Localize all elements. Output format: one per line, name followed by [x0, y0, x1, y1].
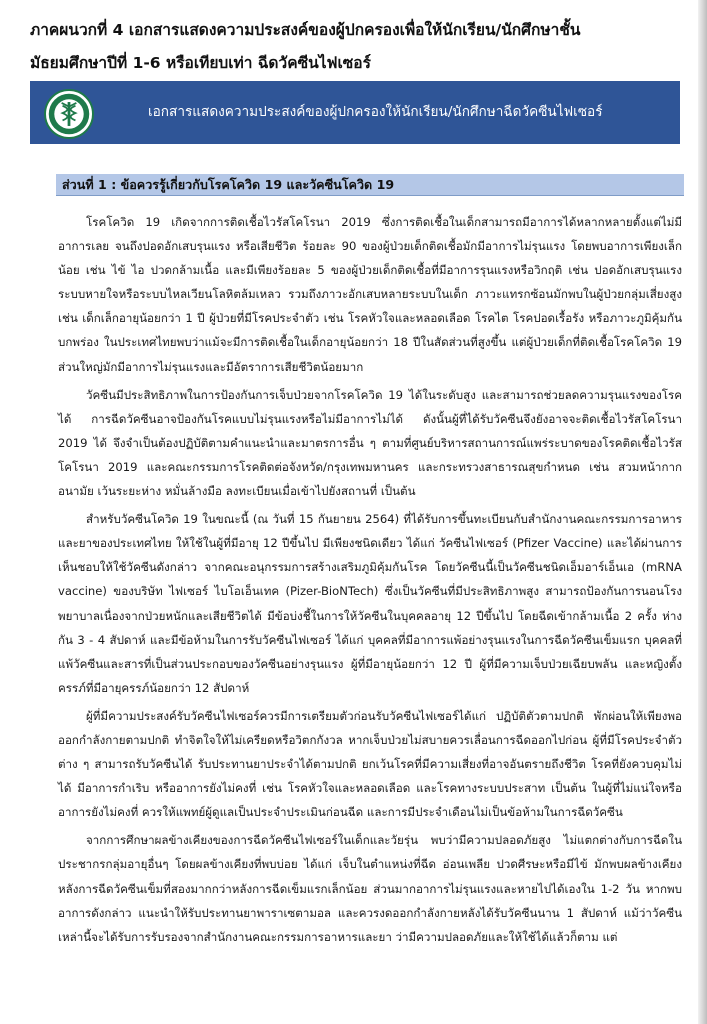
appendix-heading	[30, 14, 690, 80]
banner-title: เอกสารแสดงความประสงค์ของผู้ปกครองให้นักเรียน/นักศึกษาฉีดวัคซีนไฟเซอร์	[148, 104, 603, 120]
page-edge	[698, 0, 707, 1024]
ministry-of-public-health-seal-icon	[44, 89, 94, 139]
paragraph-vaccine-effectiveness: วัคซีนมีประสิทธิภาพในการป้องกันการเจ็บป่วยจากโรคโควิด 19 ได้ในระดับสูง และสามารถช่วยลดความรุนแรงของโรคได้ การฉีดวัคซีนอาจป้องกันโรคแบบไม่รุนแรงหรือไม่มีอาการไม่ได้ ดังนั้นผู้ที่ได้รับวัคซีนจึงยังอาจจะติดเชื้อไวรัสโคโรนา 2019 ได้ จึงจำเป็นต้องปฏิบัติตามคำแนะนำและมาตรการอื่น ๆ ตามที่ศูนย์บริหารสถานการณ์แพร่ระบาดของโรคติดเชื้อไวรัสโคโรนา 2019 และคณะกรรมการโรคติดต่อจังหวัด/กรุงเทพมหานคร และกระทรวงสาธารณสุขกำหนด เช่น สวมหน้ากากอนามัย เว้นระยะห่าง หมั่นล้างมือ ลงทะเบียนเมื่อเข้าไปยังสถานที่ เป็นต้น	[58, 387, 682, 499]
section-title: ส่วนที่ 1 : ข้อควรรู้เกี่ยวกับโรคโควิด 19 และวัคซีนโควิด 19	[62, 177, 395, 192]
section-header	[56, 174, 684, 196]
paragraph-covid-overview: โรคโควิด 19 เกิดจากการติดเชื้อไวรัสโคโรนา 2019 ซึ่งการติดเชื้อในเด็กสามารถมีอาการได้หลากหลายตั้งแต่ไม่มีอาการเลย จนถึงปอดอักเสบรุนแรง หรือเสียชีวิต ร้อยละ 90 ของผู้ป่วยเด็กติดเชื้อมักมีอาการไม่รุนแรง โดยพบอาการเพียงเล็กน้อย เช่น ไข้ ไอ ปวดกล้ามเนื้อ และมีเพียงร้อยละ 5 ของผู้ป่วยเด็กติดเชื้อที่มีอาการรุนแรงหรือวิกฤติ เช่น ปอดอักเสบรุนแรง ระบบหายใจหรือระบบไหลเวียนโลหิตล้มเหลว รวมถึงภาวะอักเสบหลายระบบในเด็ก ภาวะแทรกซ้อนมักพบในผู้ป่วยกลุ่มเสี่ยงสูง เช่น เด็กเล็กอายุน้อยกว่า 1 ปี ผู้ป่วยที่มีโรคประจำตัว เช่น โรคหัวใจและหลอดเลือด โรคไต โรคปอดเรื้อรัง หรือภาวะภูมิคุ้มกันบกพร่อง ในประเทศไทยพบว่าแม้จะมีการติดเชื้อในเด็กอายุน้อยกว่า 18 ปีในสัดส่วนที่สูงขึ้น แต่ผู้ป่วยเด็กที่ติดเชื้อโรคโควิด 19 ส่วนใหญ่มักมีอาการไม่รุนแรงและมีอัตราการเสียชีวิตน้อยมาก	[58, 215, 682, 374]
paragraph-side-effects: จากการศึกษาผลข้างเคียงของการฉีดวัคซีนไฟเซอร์ในเด็กและวัยรุ่น พบว่ามีความปลอดภัยสูง ไม่แตกต่างกับการฉีดในประชากรกลุ่มอายุอื่นๆ โดยผลข้างเคียงที่พบบ่อย ได้แก่ เจ็บในตำแหน่งที่ฉีด อ่อนเพลีย ปวดศีรษะหรือมีไข้ มักพบผลข้างเคียงหลังการฉีดวัคซีนเข็มที่สองมากกว่าหลังการฉีดเข็มแรกเล็กน้อย ส่วนมากอาการไม่รุนแรงและหายไปได้เองใน 1-2 วัน หากพบอาการดังกล่าว แนะนำให้รับประทานยาพาราเซตามอล และควรงดออกกำลังกายหลังได้รับวัคซีนนาน 1 สัปดาห์ แม้ว่าวัคซีนเหล่านี้จะได้รับการรับรองจากสำนักงานคณะกรรมการอาหารและยา ว่ามีความปลอดภัยและให้ใช้ได้แล้วก็ตาม แต่	[58, 833, 682, 944]
body-text	[58, 210, 682, 953]
appendix-heading-line2: มัธยมศึกษาปีที่ 1-6 หรือเทียบเท่า ฉีดวัคซีนไฟเซอร์	[30, 54, 371, 72]
appendix-heading-line1: ภาคผนวกที่ 4 เอกสารแสดงความประสงค์ของผู้ปกครองเพื่อให้นักเรียน/นักศึกษาชั้น	[30, 21, 581, 39]
document-banner	[30, 81, 680, 144]
paragraph-pfizer-vaccine: สำหรับวัคซีนโควิด 19 ในขณะนี้ (ณ วันที่ 15 กันยายน 2564) ที่ได้รับการขึ้นทะเบียนกับสำนักงานคณะกรรมการอาหารและยาของประเทศไทย ให้ใช้ในผู้ที่มีอายุ 12 ปีขึ้นไป มีเพียงชนิดเดียว ได้แก่ วัคซีนไฟเซอร์ (Pfizer Vaccine) และได้ผ่านการเห็นชอบให้ใช้วัคซีนดังกล่าว จากคณะอนุกรรมการสร้างเสริมภูมิคุ้มกันโรค โดยวัคซีนนี้เป็นวัคซีนชนิดเอ็มอาร์เอ็นเอ (mRNA vaccine) ของบริษัท ไฟเซอร์ ไบโอเอ็นเทค (Pizer-BioNTech) ซึ่งเป็นวัคซีนที่มีประสิทธิภาพสูง สามารถป้องกันการนอนโรงพยาบาลเนื่องจากป่วยหนักและเสียชีวิตได้ มีข้อบ่งชี้ในการให้วัคซีนในบุคคลอายุ 12 ปีขึ้นไป โดยฉีดเข้ากล้ามเนื้อ 2 ครั้ง ห่างกัน 3 - 4 สัปดาห์ และมีข้อห้ามในการรับวัคซีนไฟเซอร์ ได้แก่ บุคคลที่มีอาการแพ้อย่างรุนแรงในการฉีดวัคซีนเข็มแรก บุคคลที่แพ้วัคซีนและสารที่เป็นส่วนประกอบของวัคซีนอย่างรุนแรง ผู้ที่มีอายุน้อยกว่า 12 ปี ผู้ที่มีความเจ็บป่วยเฉียบพลัน และหญิงตั้งครรภ์ที่มีอายุครรภ์น้อยกว่า 12 สัปดาห์	[58, 512, 682, 695]
paragraph-vaccine-preparation: ผู้ที่มีความประสงค์รับวัคซีนไฟเซอร์ควรมีการเตรียมตัวก่อนรับวัคซีนไฟเซอร์ได้แก่ ปฏิบัติตัวตามปกติ พักผ่อนให้เพียงพอ ออกกำลังกายตามปกติ ทำจิตใจให้ไม่เครียดหรือวิตกกังวล หากเจ็บป่วยไม่สบายควรเลื่อนการฉีดออกไปก่อน ผู้ที่มีโรคประจำตัวต่าง ๆ สามารถรับวัคซีนได้ รับประทานยาประจำได้ตามปกติ ยกเว้นโรคที่มีความเสี่ยงที่อาจอันตรายถึงชีวิต โรคที่ยังควบคุมไม่ได้ มีอาการกำเริบ หรืออาการยังไม่คงที่ เช่น โรคหัวใจและหลอดเลือด และโรคทางระบบประสาท เป็นต้น ในผู้ที่ไม่แน่ใจหรืออาการยังไม่คงที่ ควรให้แพทย์ผู้ดูแลเป็นประจำประเมินก่อนฉีด และการมีประจำเดือนไม่เป็นข้อห้ามในการฉีดวัคซีน	[58, 708, 682, 820]
